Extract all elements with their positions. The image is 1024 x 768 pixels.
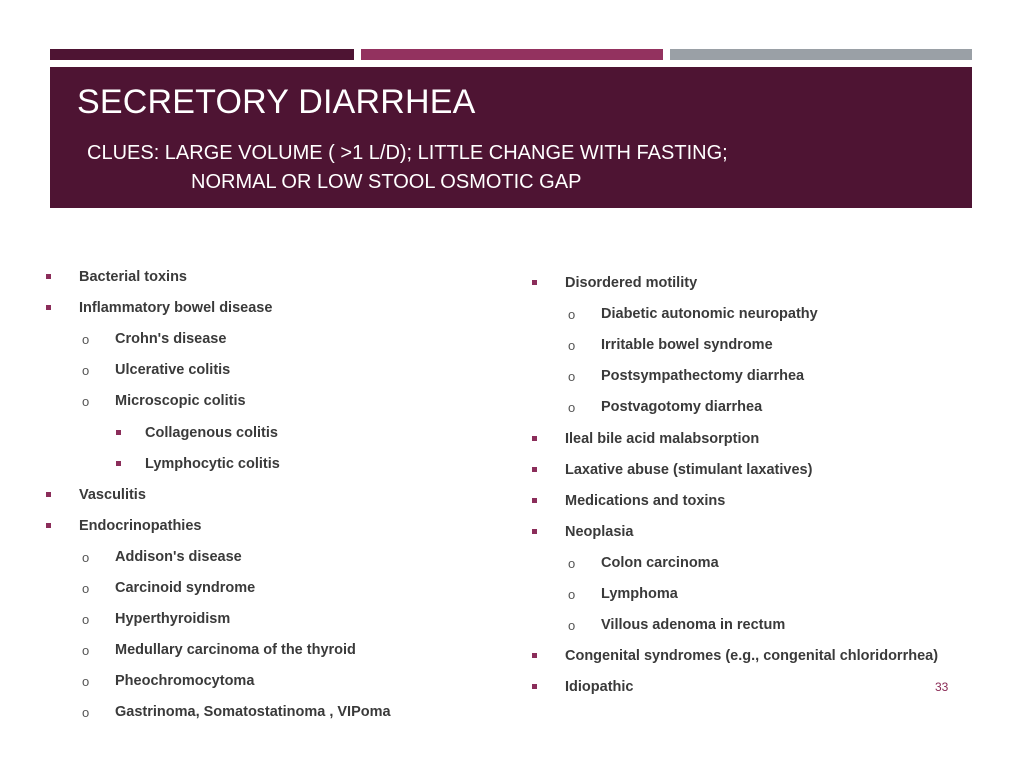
circle-bullet-icon: o	[82, 612, 90, 627]
square-bullet-icon	[532, 653, 537, 658]
left-list-item	[145, 424, 278, 442]
circle-bullet-icon: o	[568, 400, 576, 415]
list-item-text: Ileal bile acid malabsorption	[565, 431, 760, 447]
right-list-item	[565, 492, 725, 510]
list-item-text: Addison's disease	[115, 549, 242, 565]
list-item-text: Postvagotomy diarrhea	[601, 399, 763, 415]
subtitle-line-1: CLUES: LARGE VOLUME ( >1 L/D); LITTLE CHANGE WITH FASTING;	[87, 142, 728, 164]
list-item-text: Laxative abuse (stimulant laxatives)	[565, 462, 813, 478]
circle-bullet-icon: o	[568, 369, 576, 384]
slide-title: SECRETORY DIARRHEA	[77, 83, 476, 121]
circle-bullet-icon: o	[568, 587, 576, 602]
circle-bullet-icon: o	[82, 550, 90, 565]
left-list-item	[79, 268, 187, 286]
list-item-text: Villous adenoma in rectum	[601, 617, 786, 633]
list-item-text: Collagenous colitis	[145, 425, 278, 441]
right-list-item	[568, 305, 818, 323]
circle-bullet-icon: o	[82, 674, 90, 689]
circle-bullet-icon: o	[82, 394, 90, 409]
accent-bar-grey	[670, 49, 972, 60]
right-list-item	[568, 367, 805, 385]
left-list-item	[82, 703, 391, 721]
left-list-item	[79, 486, 146, 504]
page-number: 33	[935, 680, 949, 694]
right-list-item	[565, 678, 633, 696]
square-bullet-icon	[532, 467, 537, 472]
left-list-item	[82, 361, 231, 379]
left-list-item	[82, 641, 356, 659]
list-item-text: Lymphocytic colitis	[145, 456, 280, 472]
circle-bullet-icon: o	[82, 705, 90, 720]
right-list-item	[565, 430, 759, 448]
list-item-text: Crohn's disease	[115, 331, 227, 347]
square-bullet-icon	[46, 274, 51, 279]
right-list-item	[568, 398, 763, 416]
right-list-item	[565, 647, 938, 665]
title-banner	[50, 67, 972, 208]
list-item-text: Neoplasia	[565, 524, 634, 540]
square-bullet-icon	[116, 430, 121, 435]
list-item-text: Carcinoid syndrome	[115, 580, 256, 596]
list-item-text: Inflammatory bowel disease	[79, 300, 273, 316]
left-list-item	[82, 548, 242, 566]
right-list-item	[568, 336, 773, 354]
right-list-item	[565, 523, 634, 541]
list-item-text: Medications and toxins	[565, 493, 726, 509]
circle-bullet-icon: o	[82, 581, 90, 596]
right-list-item	[568, 616, 786, 634]
list-item-text: Lymphoma	[601, 586, 678, 602]
circle-bullet-icon: o	[568, 618, 576, 633]
square-bullet-icon	[46, 305, 51, 310]
circle-bullet-icon: o	[568, 307, 576, 322]
list-item-text: Ulcerative colitis	[115, 362, 231, 378]
square-bullet-icon	[532, 280, 537, 285]
list-item-text: Congenital syndromes (e.g., congenital chloridorrhea)	[565, 648, 939, 664]
circle-bullet-icon: o	[82, 363, 90, 378]
right-list-item	[568, 554, 719, 572]
square-bullet-icon	[532, 684, 537, 689]
square-bullet-icon	[116, 461, 121, 466]
accent-bar-mid	[361, 49, 663, 60]
left-list-item	[82, 672, 255, 690]
list-item-text: Diabetic autonomic neuropathy	[601, 306, 818, 322]
square-bullet-icon	[532, 436, 537, 441]
left-list-item	[82, 610, 231, 628]
left-list-item	[79, 299, 272, 317]
list-item-text: Gastrinoma, Somatostatinoma , VIPoma	[115, 704, 391, 720]
left-list-item	[145, 455, 280, 473]
list-item-text: Medullary carcinoma of the thyroid	[115, 642, 356, 658]
left-list-item	[79, 517, 201, 535]
circle-bullet-icon: o	[82, 643, 90, 658]
circle-bullet-icon: o	[568, 556, 576, 571]
subtitle-line-2: NORMAL OR LOW STOOL OSMOTIC GAP	[191, 171, 582, 193]
right-list-item	[568, 585, 678, 603]
list-item-text: Microscopic colitis	[115, 393, 246, 409]
list-item-text: Pheochromocytoma	[115, 673, 255, 689]
square-bullet-icon	[46, 492, 51, 497]
list-item-text: Endocrinopathies	[79, 518, 202, 534]
left-list-item	[82, 579, 256, 597]
list-item-text: Postsympathectomy diarrhea	[601, 368, 805, 384]
right-list-item	[565, 274, 697, 292]
list-item-text: Irritable bowel syndrome	[601, 337, 773, 353]
square-bullet-icon	[46, 523, 51, 528]
list-item-text: Hyperthyroidism	[115, 611, 231, 627]
slide-subtitle	[87, 139, 728, 197]
list-item-text: Vasculitis	[79, 487, 146, 503]
list-item-text: Disordered motility	[565, 275, 698, 291]
left-list-item	[82, 392, 246, 410]
square-bullet-icon	[532, 498, 537, 503]
list-item-text: Bacterial toxins	[79, 269, 187, 285]
circle-bullet-icon: o	[82, 332, 90, 347]
square-bullet-icon	[532, 529, 537, 534]
right-list-item	[565, 461, 812, 479]
list-item-text: Colon carcinoma	[601, 555, 719, 571]
list-item-text: Idiopathic	[565, 679, 634, 695]
accent-bar-dark	[50, 49, 354, 60]
circle-bullet-icon: o	[568, 338, 576, 353]
left-list-item	[82, 330, 227, 348]
